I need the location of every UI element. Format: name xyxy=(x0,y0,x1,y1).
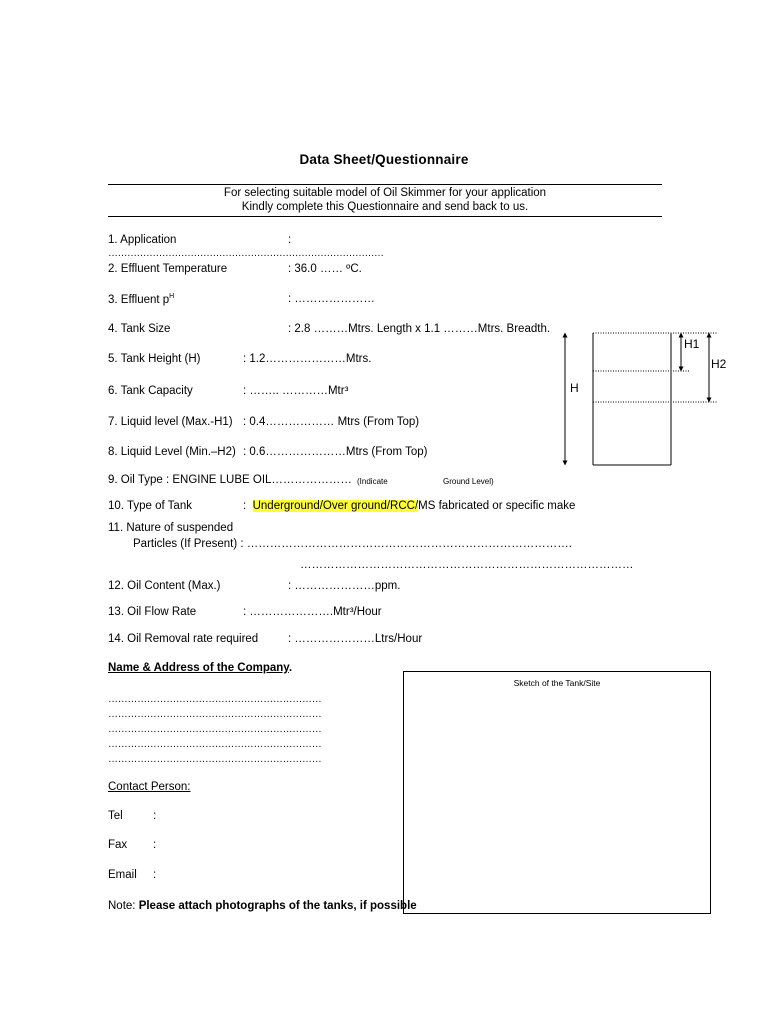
item-oil-removal-label: 14. Oil Removal rate required xyxy=(108,633,259,645)
item-oil-removal-field[interactable]: : …………………Ltrs/Hour xyxy=(288,633,423,645)
note: Note: Please attach photographs of the tanks, if possible xyxy=(108,900,417,912)
item-suspended-field-cont[interactable]: …………………………………………………………………………… xyxy=(300,559,634,571)
company-address-lines[interactable] xyxy=(108,692,321,767)
item-application-label: 1. Application xyxy=(108,234,177,246)
item-tank-capacity-label: 6. Tank Capacity xyxy=(108,385,193,397)
item-temperature-label: 2. Effluent Temperature xyxy=(108,263,228,275)
contact-person-heading: Contact Person: xyxy=(108,781,191,793)
item-tank-height-field[interactable]: : 1.2…………………Mtrs. xyxy=(243,353,372,365)
diagram-label-h: H xyxy=(570,381,579,395)
address-line[interactable]: ………………………………………………………… xyxy=(108,754,322,765)
fax-field[interactable]: : xyxy=(153,839,157,851)
tank-diagram xyxy=(555,325,735,475)
address-line[interactable]: ………………………………………………………… xyxy=(108,709,322,720)
email-field[interactable]: : xyxy=(153,869,157,881)
item-oil-content-label: 12. Oil Content (Max.) xyxy=(108,580,221,592)
page-title: Data Sheet/Questionnaire xyxy=(299,152,469,167)
bottom-divider xyxy=(108,216,662,217)
item-liquid-min-field[interactable]: : 0.6…………………Mtrs (From Top) xyxy=(243,446,428,458)
item-liquid-max-field[interactable]: : 0.4……………… Mtrs (From Top) xyxy=(243,416,420,428)
item-liquid-max-label: 7. Liquid level (Max.-H1) xyxy=(108,416,233,428)
item-tank-size-label: 4. Tank Size xyxy=(108,323,171,335)
diagram-label-h2: H2 xyxy=(711,357,727,371)
intro-line-2: Kindly complete this Questionnaire and send back to us. xyxy=(241,201,529,213)
type-of-tank-highlight: Underground/Over ground/RCC/ xyxy=(252,500,419,512)
address-line[interactable]: ………………………………………………………… xyxy=(108,739,322,750)
address-line[interactable]: ………………………………………………………… xyxy=(108,694,322,705)
item-tank-size-field[interactable]: : 2.8 ………Mtrs. Length x 1.1 ………Mtrs. Breadth. xyxy=(288,323,551,335)
item-tank-capacity-field[interactable]: : …….. …………Mtr³ xyxy=(243,385,349,397)
address-line[interactable]: ………………………………………………………… xyxy=(108,724,322,735)
item-ph-label: 3. Effluent $p^H$ xyxy=(108,293,175,306)
company-heading: Name & Address of the Company. xyxy=(108,662,293,674)
item-oil-flow-label: 13. Oil Flow Rate xyxy=(108,606,197,618)
email-label: Email xyxy=(108,869,137,881)
sketch-box-title: Sketch of the Tank/Site xyxy=(513,678,601,688)
item-liquid-min-label: 8. Liquid Level (Min.–H2) xyxy=(108,446,236,458)
item-oil-type[interactable]: 9. Oil Type : ENGINE LUBE OIL………………… xyxy=(108,474,352,486)
item-temperature-field[interactable]: : 36.0 …… ºC. xyxy=(288,263,362,275)
tel-field[interactable]: : xyxy=(153,810,157,822)
item-oil-content-field[interactable]: : …………………ppm. xyxy=(288,580,401,592)
item-suspended-field[interactable]: Particles (If Present) : …………………………………………………………………………. xyxy=(133,538,572,550)
diagram-label-h1: H1 xyxy=(684,337,700,351)
item-type-of-tank-label: 10. Type of Tank xyxy=(108,500,192,512)
item-application-field[interactable]: …………………………………………………………………………… xyxy=(108,248,384,259)
intro-line-1: For selecting suitable model of Oil Skimmer for your application xyxy=(223,187,547,199)
tel-label: Tel xyxy=(108,810,123,822)
item-oil-flow-field[interactable]: : ………………….Mtr³/Hour xyxy=(243,606,382,618)
fax-label: Fax xyxy=(108,839,128,851)
top-divider xyxy=(108,184,662,185)
item-suspended-label-1: 11. Nature of suspended xyxy=(108,522,234,534)
item-oil-type-note-1: (Indicate xyxy=(357,477,388,486)
item-type-of-tank-field[interactable]: : Underground/Over ground/RCC/MS fabricated or specific make xyxy=(243,500,576,512)
sketch-box[interactable] xyxy=(403,671,711,914)
item-tank-height-label: 5. Tank Height (H) xyxy=(108,353,201,365)
item-oil-type-note-2: Ground Level) xyxy=(443,477,494,486)
item-ph-field[interactable]: : ………………… xyxy=(288,293,375,305)
item-application-sep: : xyxy=(288,234,292,246)
